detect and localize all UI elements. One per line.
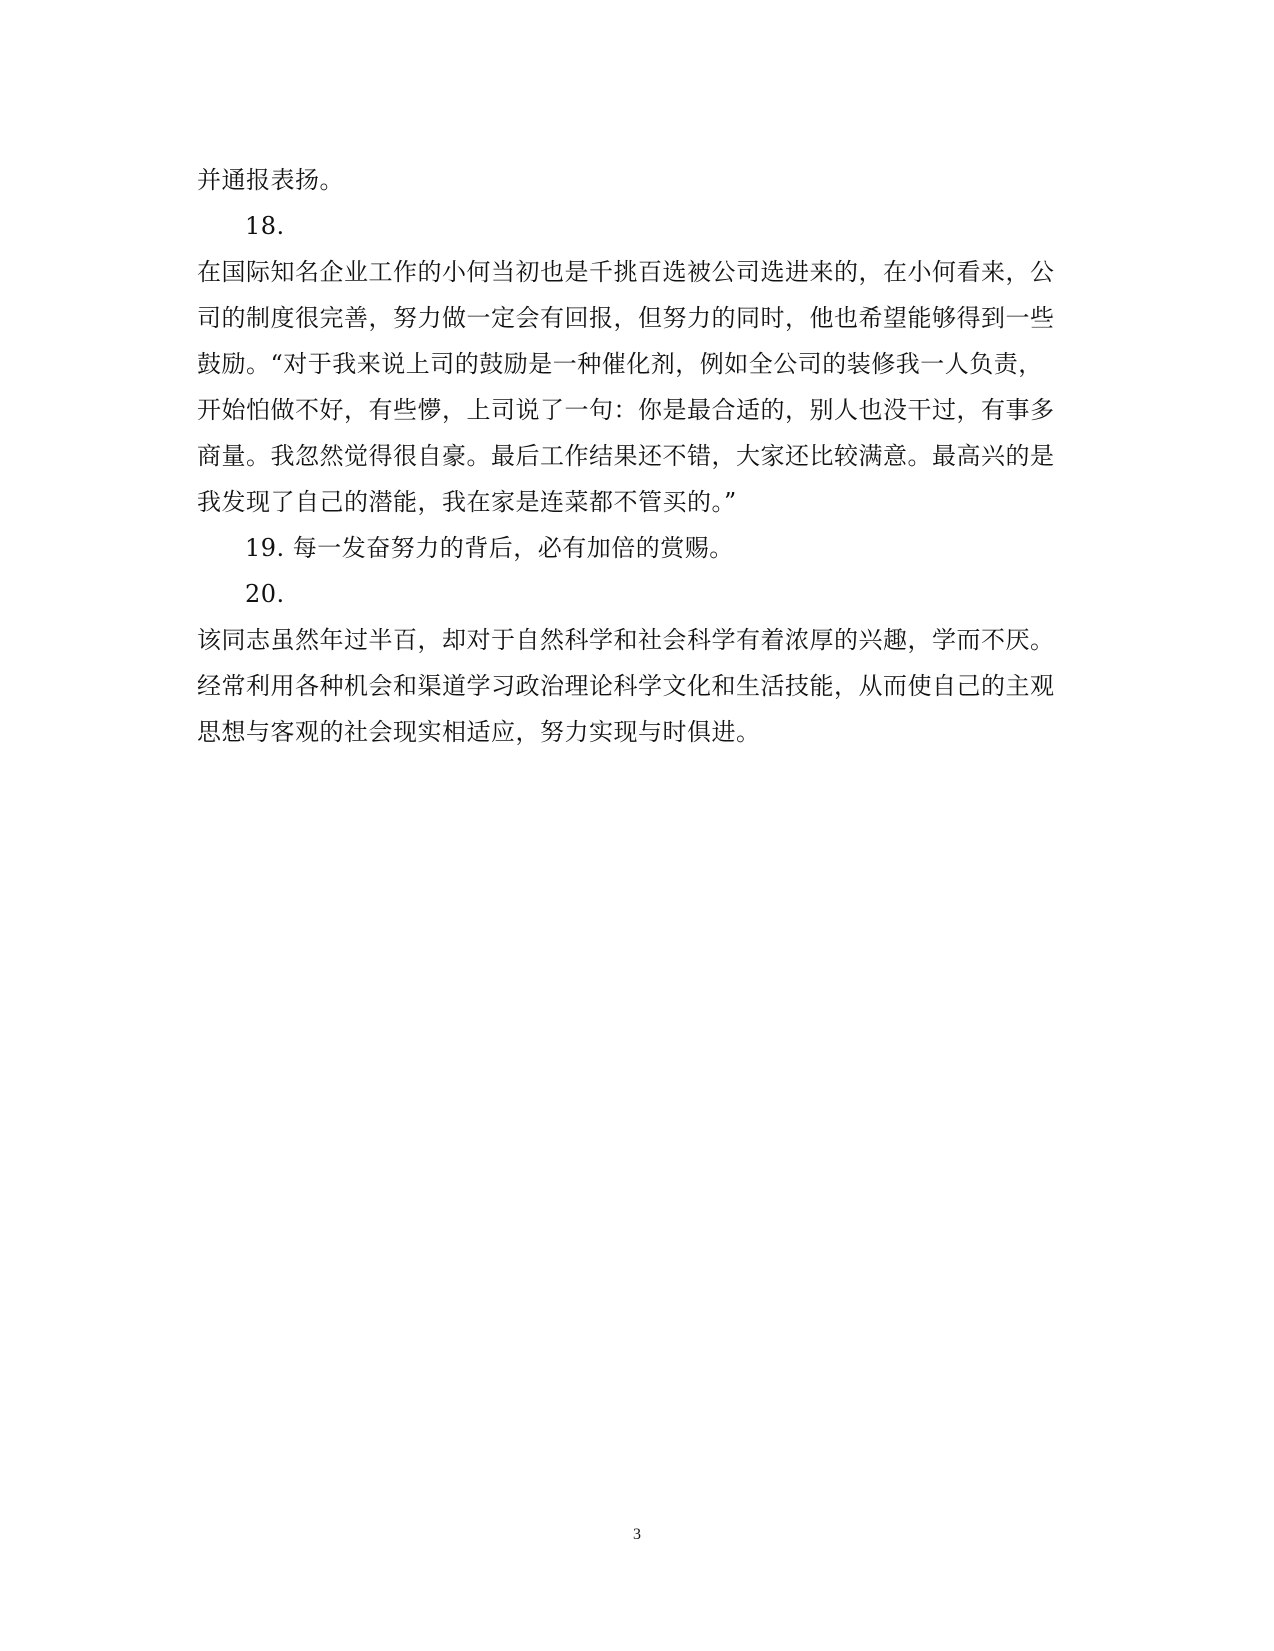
text-line: 司的制度很完善，努力做一定会有回报，但努力的同时，他也希望能够得到一些 <box>197 304 1055 332</box>
text-line: 思想与客观的社会现实相适应，努力实现与时俱进。 <box>197 718 761 746</box>
text-line: 我发现了自己的潜能，我在家是连菜都不管买的。” <box>197 488 737 516</box>
text-line: 开始怕做不好，有些懜，上司说了一句：你是最合适的，别人也没干过，有事多 <box>197 396 1055 424</box>
text-line: 鼓励。“对于我来说上司的鼓励是一种催化剂，例如全公司的装修我一人负责， <box>197 350 1043 378</box>
text-line: 商量。我忽然觉得很自豪。最后工作结果还不错，大家还比较满意。最高兴的是 <box>197 442 1055 470</box>
item-number-18: 18. <box>245 212 285 240</box>
text-line: 经常利用各种机会和渠道学习政治理论科学文化和生活技能，从而使自己的主观 <box>197 672 1055 700</box>
item-19: 19. 每一发奋努力的背后，必有加倍的赏赐。 <box>245 534 734 562</box>
text-line: 并通报表扬。 <box>197 166 344 194</box>
item-number-20: 20. <box>245 580 285 608</box>
page-number: 3 <box>633 1526 641 1543</box>
text-line: 在国际知名企业工作的小何当初也是千挑百选被公司选进来的，在小何看来，公 <box>197 258 1055 286</box>
text-line: 该同志虽然年过半百，却对于自然科学和社会科学有着浓厚的兴趣，学而不厌。 <box>197 626 1055 654</box>
